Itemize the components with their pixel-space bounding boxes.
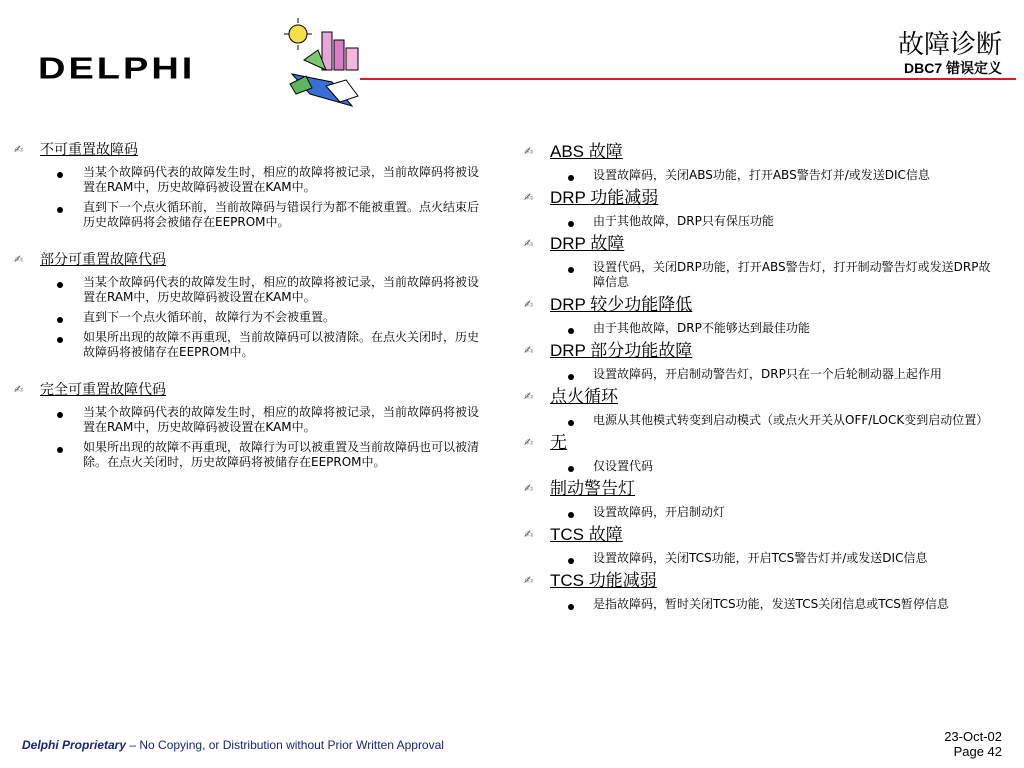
section-ignition-cycle xyxy=(524,385,996,428)
delphi-logo: DELPHI xyxy=(38,52,196,86)
list-item: 当某个故障码代表的故障发生时，相应的故障将被记录，当前故障码将被设置在RAM中，历史故障码被设置在KAM中。 xyxy=(57,275,484,305)
dot-bullet-icon xyxy=(568,558,574,564)
dot-bullet-icon xyxy=(57,447,63,453)
list-item: 设置故障码，关闭TCS功能，开启TCS警告灯并/或发送DIC信息 xyxy=(568,551,996,566)
list-item: 直到下一个点火循环前，故障行为不会被重置。 xyxy=(57,310,484,325)
city-clipart-icon xyxy=(282,14,364,110)
section-drp-degraded xyxy=(524,186,996,229)
list-item: 当某个故障码代表的故障发生时，相应的故障将被记录，当前故障码将被设置在RAM中，历史故障码被设置在KAM中。 xyxy=(57,405,484,435)
list-item: 是指故障码，暂时关闭TCS功能，发送TCS关闭信息或TCS暂停信息 xyxy=(568,597,996,612)
list-item: 设置故障码，关闭ABS功能，打开ABS警告灯并/或发送DIC信息 xyxy=(568,168,996,183)
dot-bullet-icon xyxy=(568,512,574,518)
dot-bullet-icon xyxy=(568,221,574,227)
hand-pointer-icon: ✍ xyxy=(524,145,534,158)
section-tcs-degraded xyxy=(524,569,996,612)
hand-pointer-icon: ✍ xyxy=(524,482,534,495)
hand-pointer-icon: ✍ xyxy=(524,344,534,357)
hand-pointer-icon: ✍ xyxy=(524,237,534,250)
hand-pointer-icon: ✍ xyxy=(14,383,24,396)
page-title: 故障诊断 xyxy=(897,30,1002,60)
section-heading: DRP 故障 xyxy=(550,234,625,253)
section-heading: 制动警告灯 xyxy=(550,479,635,499)
section-tcs-fault xyxy=(524,523,996,566)
dot-bullet-icon xyxy=(568,466,574,472)
section-heading: TCS 功能减弱 xyxy=(550,571,657,590)
section-none xyxy=(524,431,996,474)
hand-pointer-icon: ✍ xyxy=(524,390,534,403)
section-heading: 点火循环 xyxy=(550,387,618,407)
dot-bullet-icon xyxy=(568,374,574,380)
dot-bullet-icon xyxy=(568,604,574,610)
section-heading: ABS 故障 xyxy=(550,142,623,161)
page-subtitle: DBC7 错误定义 xyxy=(903,60,1002,76)
dot-bullet-icon xyxy=(57,337,63,343)
section-abs-fault xyxy=(524,140,996,183)
list-item: 仅设置代码 xyxy=(568,459,996,474)
page-number: Page 42 xyxy=(953,744,1002,759)
section-drp-minor-degraded xyxy=(524,293,996,336)
section-non-resettable xyxy=(14,140,484,230)
list-item: 如果所出现的故障不再重现，当前故障码可以被清除。在点火关闭时，历史故障码将被储存在EEPROM中。 xyxy=(57,330,484,360)
section-heading: 部分可重置故障代码 xyxy=(40,252,166,268)
hand-pointer-icon: ✍ xyxy=(14,143,24,156)
list-item: 由于其他故障，DRP只有保压功能 xyxy=(568,214,996,229)
section-heading: 无 xyxy=(550,433,567,453)
section-heading: DRP 功能减弱 xyxy=(550,188,659,207)
list-item: 由于其他故障，DRP不能够达到最佳功能 xyxy=(568,321,996,336)
list-item: 电源从其他模式转变到启动模式（或点火开关从OFF/LOCK变到启动位置） xyxy=(568,413,996,428)
dot-bullet-icon xyxy=(568,328,574,334)
dot-bullet-icon xyxy=(57,172,63,178)
footer-notice-text: – No Copying, or Distribution without Prior Written Approval xyxy=(126,738,444,752)
footer-notice xyxy=(22,738,444,752)
section-brake-warning-lamp xyxy=(524,477,996,520)
section-heading: DRP 较少功能降低 xyxy=(550,295,693,314)
list-item: 如果所出现的故障不再重现，故障行为可以被重置及当前故障码也可以被清除。在点火关闭时，历史故障码将被储存在EEPROM中。 xyxy=(57,440,484,470)
left-column xyxy=(14,140,484,470)
hand-pointer-icon: ✍ xyxy=(524,298,534,311)
header-divider xyxy=(360,78,1016,80)
section-drp-fault xyxy=(524,232,996,290)
right-column xyxy=(524,140,996,612)
hand-pointer-icon: ✍ xyxy=(524,574,534,587)
dot-bullet-icon xyxy=(568,175,574,181)
section-fully-resettable xyxy=(14,380,484,470)
hand-pointer-icon: ✍ xyxy=(524,528,534,541)
section-heading: 完全可重置故障代码 xyxy=(40,382,166,398)
section-heading: TCS 故障 xyxy=(550,525,623,544)
list-item: 设置代码，关闭DRP功能，打开ABS警告灯，打开制动警告灯或发送DRP故障信息 xyxy=(568,260,996,290)
list-item: 当某个故障码代表的故障发生时，相应的故障将被记录，当前故障码将被设置在RAM中，历史故障码被设置在KAM中。 xyxy=(57,165,484,195)
section-drp-partial-fault xyxy=(524,339,996,382)
dot-bullet-icon xyxy=(57,412,63,418)
footer-date: 23-Oct-02 xyxy=(944,729,1002,744)
section-heading: 不可重置故障码 xyxy=(40,142,138,158)
footer-meta xyxy=(944,729,1002,759)
dot-bullet-icon xyxy=(57,207,63,213)
dot-bullet-icon xyxy=(57,282,63,288)
section-partially-resettable xyxy=(14,250,484,360)
footer-brand: Delphi Proprietary xyxy=(22,738,127,752)
hand-pointer-icon: ✍ xyxy=(524,436,534,449)
hand-pointer-icon: ✍ xyxy=(524,191,534,204)
list-item: 直到下一个点火循环前，当前故障码与错误行为都不能被重置。点火结束后历史故障码将会被储存在EEPROM中。 xyxy=(57,200,484,230)
section-heading: DRP 部分功能故障 xyxy=(550,341,693,360)
dot-bullet-icon xyxy=(568,267,574,273)
dot-bullet-icon xyxy=(568,420,574,426)
list-item: 设置故障码，开启制动灯 xyxy=(568,505,996,520)
hand-pointer-icon: ✍ xyxy=(14,253,24,266)
list-item: 设置故障码，开启制动警告灯，DRP只在一个后轮制动器上起作用 xyxy=(568,367,996,382)
dot-bullet-icon xyxy=(57,317,63,323)
